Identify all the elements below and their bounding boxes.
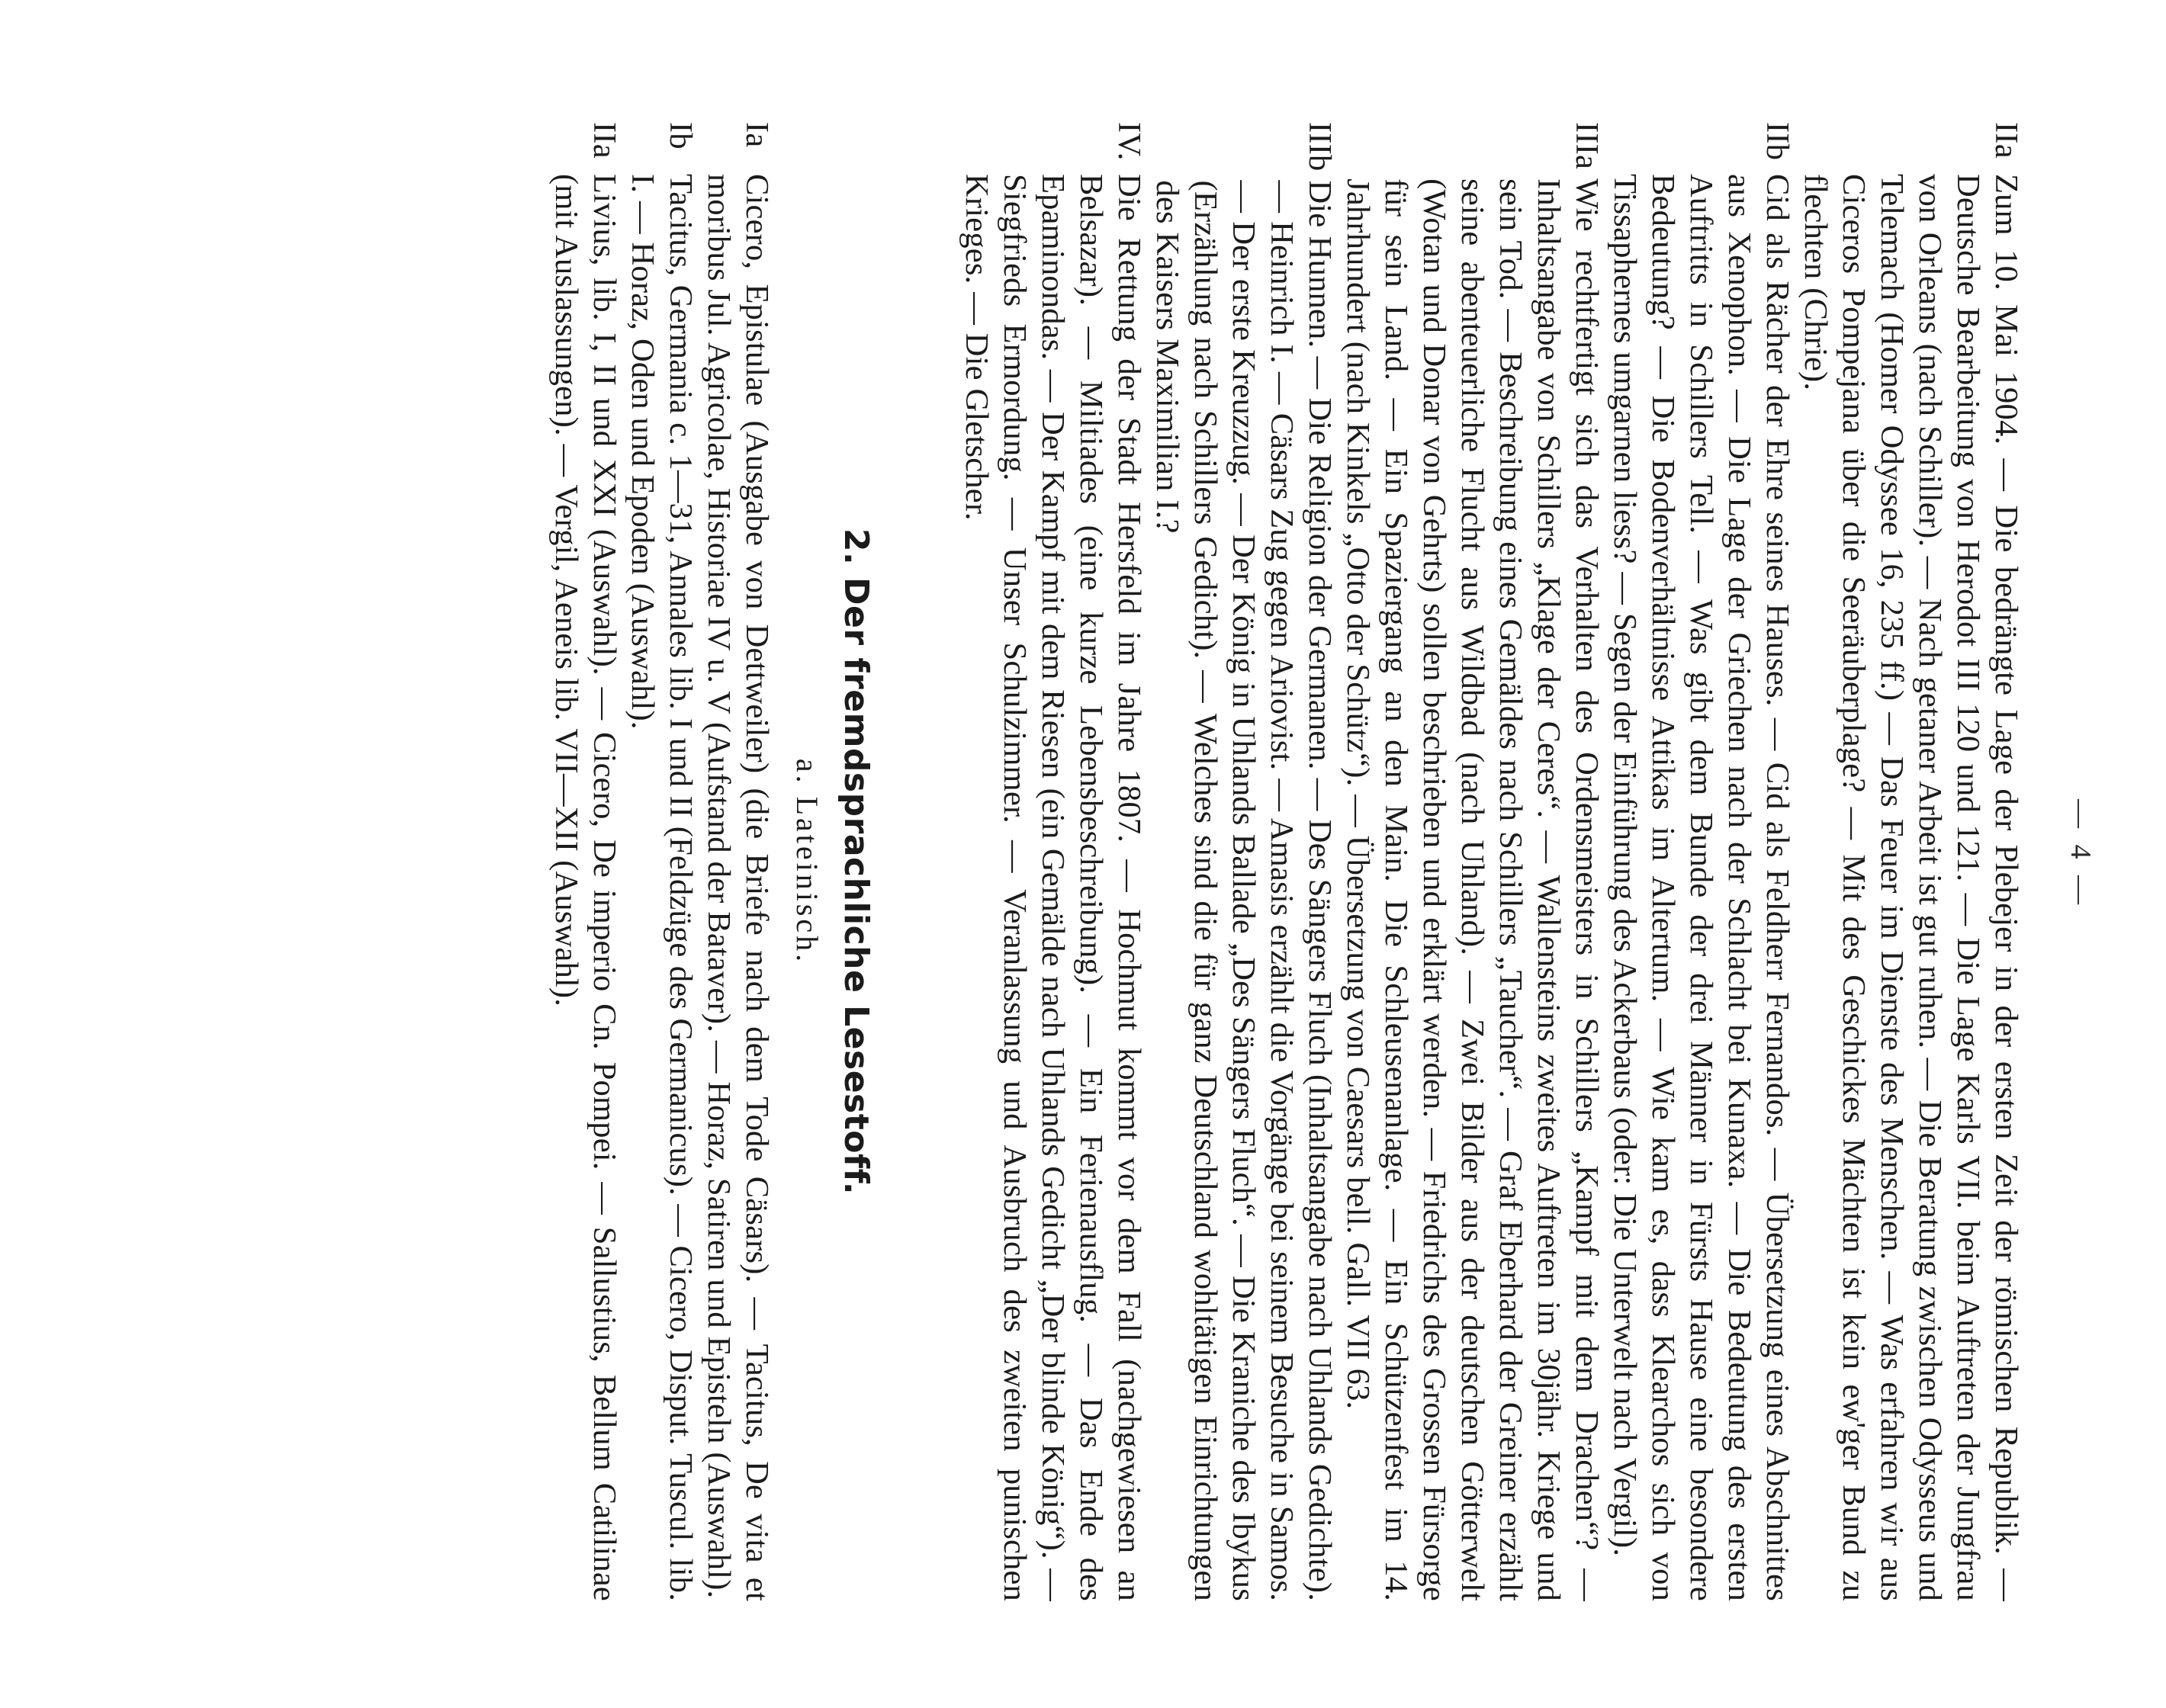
entry-text: Die Hunnen. — Die Religion der Germanen. — Des Sängers Fluch (Inhaltsangabe nach Uhlands Gedichte). — Heinrich I. — Cäsars Zug gegen Ariovist. — Amasis erzählt die Vorgänge bei seinem Besuche in Samos. — Der erste Kreuzzug. — Der König in Uhlands Ballade „Des Sängers Fluch“. — Die Kraniche des Ibykus (Erzählung nach Schillers Gedicht). — Welches sind die für ganz Deutschland wohltätigen Einrichtungen des Kaisers Maximilian I.? — [1149, 180, 1338, 1601]
entry-text: Cid als Rächer der Ehre seines Hauses. — Cid als Feldherr Fernandos. — Übersetzung eines Abschnittes aus Xenophon. — Die Lage der Griechen nach der Schlacht bei Kunaxa. — Die Bedeutung des ersten Auftritts in Schillers Tell. — Was gibt dem Bunde der drei Männer in Fürsts Hause eine besondere Bedeutung? — Die Bodenverhältnisse Attikas im Altertum. — Wie kam es, dass Klearchos sich von Tissaphernes umgarnen liess? — Segen der Einführung des Ackerbaus (oder: Die Unterwelt nach Vergil). — [1607, 174, 1795, 1601]
list-item — [1605, 122, 1796, 1601]
class-grade-label: IIIa — [1569, 122, 1605, 170]
list-item — [957, 122, 1148, 1601]
class-grade-label: IIb — [1759, 122, 1795, 161]
subsection-heading: a. Lateinisch. — [790, 758, 824, 965]
class-grade-label: IIa — [1988, 122, 2024, 159]
entry-text: Wie rechtfertigt sich das Verhalten des Ordensmeisters in Schillers „Kampf mit dem Drachen“? — Inhaltsangabe von Schillers „Klage der Ceres“. — Wallensteins zweites Auftreten im 30jähr. Kriege und sein Tod. — Beschreibung eines Gemäldes nach Schillers „Taucher“. — Graf Eberhard der Greiner erzählt seine abenteuerliche Flucht aus Wildbad (nach Uhland). — Zwei Bilder aus der deutschen Götterwelt (Wotan und Donar von Gehrts) sollen beschrieben und erklärt werden. — Friedrichs des Grossen Fürsorge für sein Land. — Ein Spaziergang an den Main. Die Schleusenanlage. — Ein Schützenfest im 14. Jahrhundert (nach Kinkels „Otto der Schütz“). — Übersetzung von Caesars bell. Gall. VII 63. — [1340, 178, 1605, 1601]
class-grade-label: Ia — [739, 122, 775, 148]
class-grade-label: IIIb — [1302, 122, 1338, 172]
class-grade-label: Ib — [663, 122, 699, 149]
section-heading: 2. Der fremdsprachliche Lesestoff. — [837, 528, 876, 1196]
list-item — [699, 122, 776, 1601]
class-grade-label: IV. — [1111, 122, 1147, 161]
text-column — [547, 122, 2025, 1601]
entry-text: Livius, lib. I, II und XXI (Auswahl). — Cicero, De imperio Cn. Pompei. — Sallustius, Bellum Catilinae (mit Auslassungen). — Vergil, Aeneis lib. VII—XII (Auswahl). — [548, 174, 622, 1601]
entry-text: Zum 10. Mai 1904. — Die bedrängte Lage der Plebejer in der ersten Zeit der römischen Republik. — Deutsche Bearbeitung von Herodot III 120 und 121. — Die Lage Karls VII. beim Auftreten der Jungfrau von Orleans (nach Schiller). — Nach getaner Arbeit ist gut ruhen. — Die Beratung zwischen Odysseus und Telemach (Homer Odyssee 16, 235 ff.) — Das Feuer im Dienste des Menschen. — Was erfahren wir aus Ciceros Pompejana über die Seeräuberplage? — Mit des Geschickes Mächten ist kein ew'ger Bund zu flechten (Chrie). — [1798, 174, 2024, 1601]
page-number: — 4 — — [2065, 799, 2097, 909]
essay-topics-list — [957, 122, 2025, 1601]
list-item — [623, 122, 699, 1601]
list-item — [1148, 122, 1338, 1601]
list-item — [547, 122, 623, 1601]
list-item — [1338, 122, 1605, 1601]
reading-list — [547, 122, 776, 1601]
class-grade-label: IIa — [586, 122, 622, 159]
entry-text: Cicero, Epistulae (Ausgabe von Dettweiler) (die Briefe nach dem Tode Cäsars). — Tacitus, De vita et moribus Jul. Agricolae, Historiae IV u. V (Aufstand der Bataver). — Horaz, Satiren und Episteln (Auswahl). — [701, 174, 775, 1601]
entry-text: Tacitus, Germania c. 1—31, Annales lib. I und II (Feldzüge des Germanicus). — Cicero, Disput. Tuscul. lib. I. — Horaz, Oden und Epoden (Auswahl). — [625, 174, 699, 1601]
entry-text: Die Rettung der Stadt Hersfeld im Jahre 1807. — Hochmut kommt vor dem Fall (nachgewiesen an Belsazar). — Miltiades (eine kurze Lebensbeschreibung). — Ein Ferienausflug. — Das Ende des Epaminondas. — Der Kampf mit dem Riesen (ein Gemälde nach Uhlands Gedicht „Der blinde König“). — Siegfrieds Ermordung. — Unser Schulzimmer. — Veranlassung und Ausbruch des zweiten punischen Krieges. — Die Gletscher. — [959, 174, 1147, 1601]
list-item — [1796, 122, 2025, 1601]
